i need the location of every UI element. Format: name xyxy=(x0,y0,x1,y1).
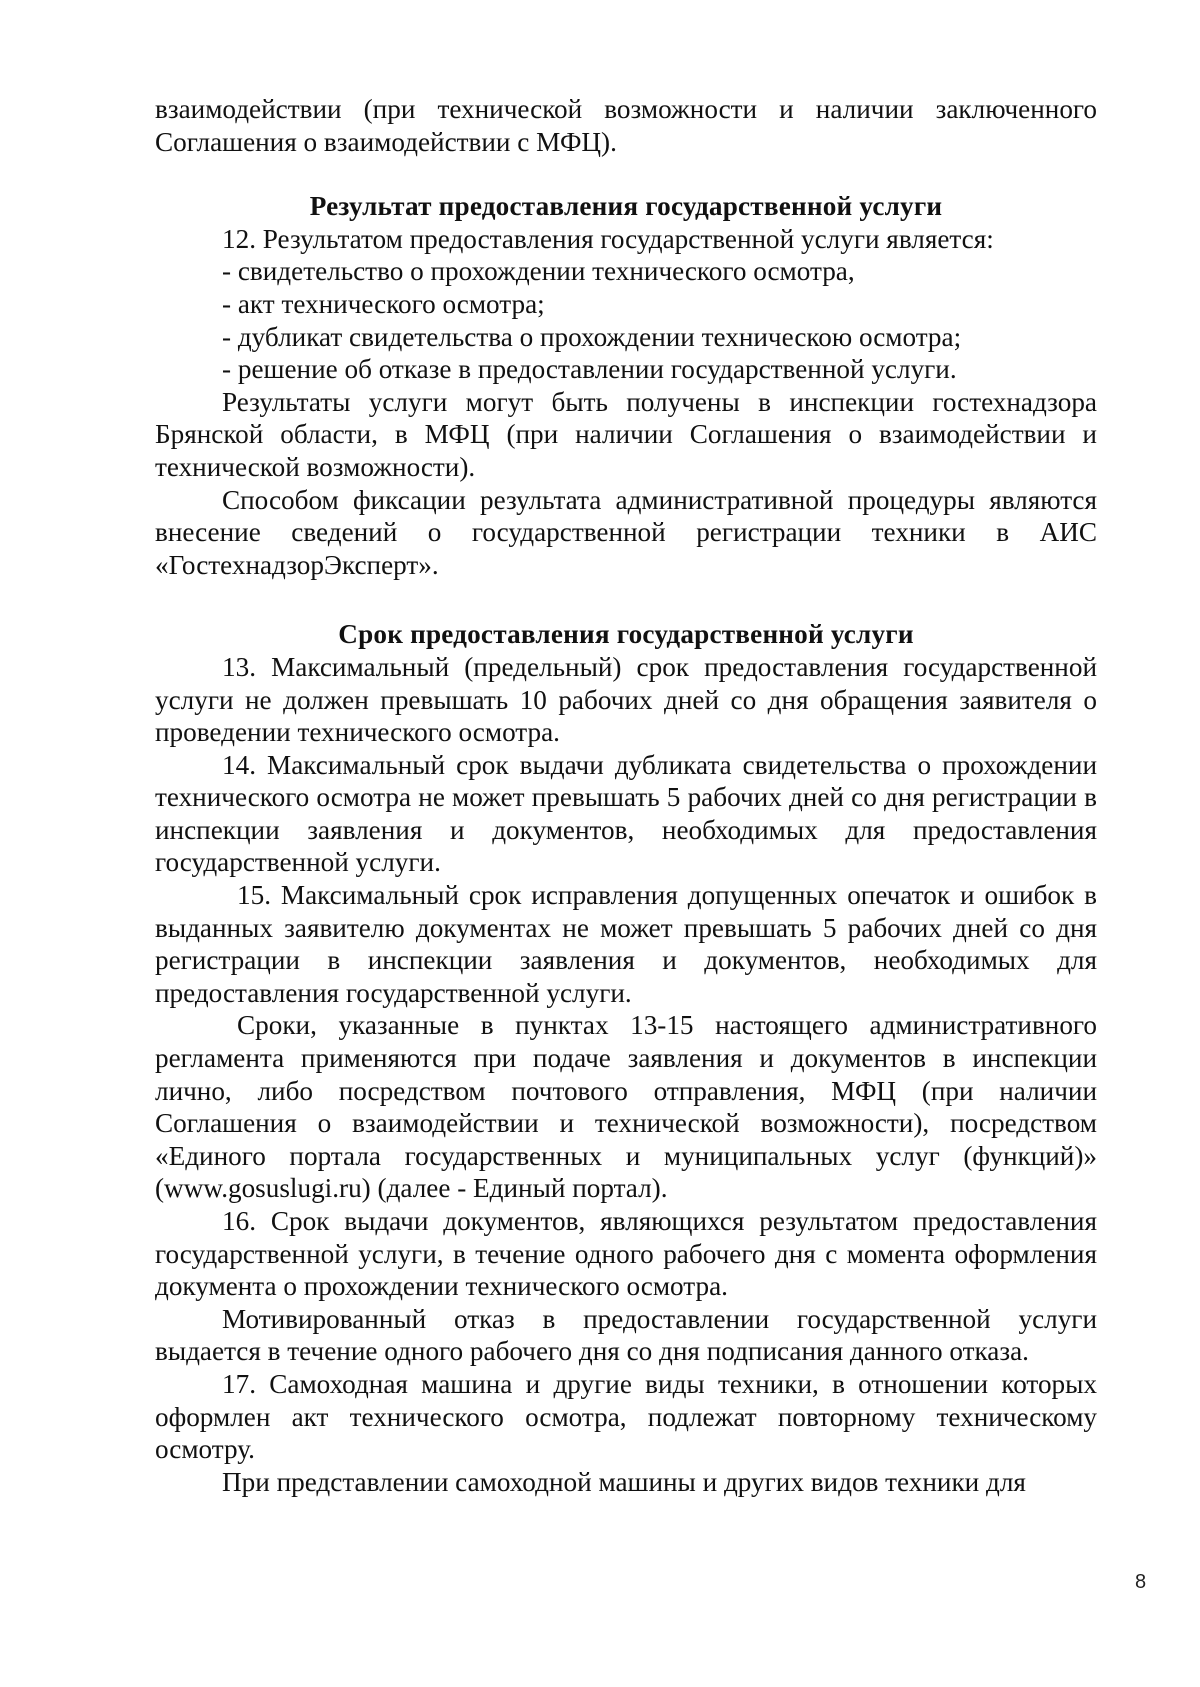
paragraph-12: 12. Результатом предоставления государственной услуги является: xyxy=(222,223,994,254)
list-item: - решение об отказе в предоставлении государственной услуги. xyxy=(222,354,957,385)
page-number: 8 xyxy=(1135,1571,1147,1593)
paragraph-13: 13. Максимальный (предельный) срок предоставления государственной услуги не должен превышать 10 рабочих дней со дня обращения заявителя о проведении технического осмотра. xyxy=(155,651,1097,748)
paragraph-14: 14. Максимальный срок выдачи дубликата свидетельства о прохождении технического осмотра не может превышать 5 рабочих дней со дня регистрации в инспекции заявления и документов, необходимых для предоставления государственной услуги. xyxy=(155,749,1097,878)
section-heading-term: Срок предоставления государственной услуги xyxy=(338,619,914,650)
paragraph-continued: При представлении самоходной машины и других видов техники для xyxy=(222,1466,1026,1497)
paragraph-continuation: взаимодействии (при технической возможности и наличии заключенного Соглашения о взаимодействии с МФЦ). xyxy=(155,94,1097,157)
paragraph-results-location: Результаты услуги могут быть получены в инспекции гостехнадзора Брянской области, в МФЦ (при наличии Соглашения о взаимодействии и технической возможности). xyxy=(155,386,1097,482)
paragraph-refusal: Мотивированный отказ в предоставлении государственной услуги выдается в течение одного рабочего дня со дня подписания данного отказа. xyxy=(155,1303,1097,1367)
list-item: - акт технического осмотра; xyxy=(222,288,545,319)
list-item: - дубликат свидетельства о прохождении техническою осмотра; xyxy=(222,321,962,352)
paragraph-17: 17. Самоходная машина и другие виды техники, в отношении которых оформлен акт технического осмотра, подлежат повторному техническому осмотру. xyxy=(155,1368,1097,1465)
paragraph-fixation-method: Способом фиксации результата административной процедуры являются внесение сведений о государственной регистрации техники в АИС «ГостехнадзорЭксперт». xyxy=(155,484,1097,580)
paragraph-terms-application: Сроки, указанные в пунктах 13-15 настоящего административного регламента применяются при подаче заявления и документов в инспекции лично, либо посредством почтового отправления, МФЦ (при наличии Соглашения о взаимодействии и технической возможности), посредством «Единого портала государственных и муниципальных услуг (функций)» (www.gosuslugi.ru) (далее - Единый портал). xyxy=(155,1010,1097,1204)
section-heading-result: Результат предоставления государственной услуги xyxy=(309,191,943,222)
paragraph-15: 15. Максимальный срок исправления допущенных опечаток и ошибок в выданных заявителю документах не может превышать 5 рабочих дней со дня регистрации в инспекции заявления и документов, необходимых для предоставления государственной услуги. xyxy=(155,880,1097,1008)
document-page xyxy=(155,93,1097,1498)
paragraph-16: 16. Срок выдачи документов, являющихся результатом предоставления государственной услуги, в течение одного рабочего дня с момента оформления документа о прохождении технического осмотра. xyxy=(155,1206,1097,1302)
list-item: - свидетельство о прохождении технического осмотра, xyxy=(222,256,855,287)
